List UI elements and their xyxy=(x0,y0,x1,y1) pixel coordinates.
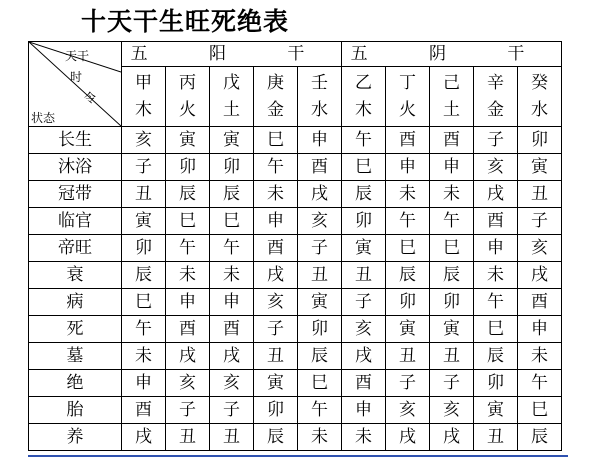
branch-cell: 丑 xyxy=(254,343,298,370)
branch-cell: 巳 xyxy=(254,127,298,154)
stage-row xyxy=(29,424,562,451)
branch-cell: 辰 xyxy=(166,181,210,208)
stem-header-cell xyxy=(430,67,474,127)
branch-cell: 申 xyxy=(474,235,518,262)
branch-cell: 午 xyxy=(386,208,430,235)
branch-cell: 丑 xyxy=(122,181,166,208)
branch-cell: 丑 xyxy=(298,262,342,289)
stem-element-label: 金 xyxy=(487,99,504,120)
stage-row xyxy=(29,154,562,181)
stem-element-label: 土 xyxy=(443,99,460,120)
stage-rows xyxy=(29,127,562,451)
corner-label-ling: 令 xyxy=(84,91,97,105)
branch-cell: 午 xyxy=(122,316,166,343)
branch-cell: 辰 xyxy=(254,424,298,451)
branch-cell: 辰 xyxy=(122,262,166,289)
branch-cell: 子 xyxy=(166,397,210,424)
stage-label: 长生 xyxy=(29,127,122,154)
branch-cell: 辰 xyxy=(474,343,518,370)
stem-element-label: 水 xyxy=(311,99,328,120)
stage-label: 绝 xyxy=(29,370,122,397)
yin-stems-group-header: 五 阴 干 xyxy=(342,42,562,67)
branch-cell: 午 xyxy=(474,289,518,316)
branch-cell: 未 xyxy=(166,262,210,289)
branch-cell: 酉 xyxy=(518,289,562,316)
stem-label: 己 xyxy=(443,72,460,93)
branch-cell: 寅 xyxy=(342,235,386,262)
stem-label: 乙 xyxy=(355,72,372,93)
branch-cell: 午 xyxy=(166,235,210,262)
branch-cell: 午 xyxy=(342,127,386,154)
branch-cell: 亥 xyxy=(342,316,386,343)
stem-header-cell xyxy=(474,67,518,127)
branch-cell: 巳 xyxy=(122,289,166,316)
stage-label: 死 xyxy=(29,316,122,343)
branch-cell: 亥 xyxy=(430,397,474,424)
branch-cell: 子 xyxy=(386,370,430,397)
branch-cell: 戌 xyxy=(474,181,518,208)
branch-cell: 午 xyxy=(298,397,342,424)
branch-cell: 亥 xyxy=(210,370,254,397)
branch-cell: 辰 xyxy=(298,343,342,370)
stem-element-label: 火 xyxy=(399,99,416,120)
stem-label: 甲 xyxy=(135,72,152,93)
branch-cell: 申 xyxy=(298,127,342,154)
stem-element-label: 金 xyxy=(267,99,284,120)
branch-cell: 巳 xyxy=(518,397,562,424)
branch-cell: 戌 xyxy=(254,262,298,289)
stem-label: 辛 xyxy=(487,72,504,93)
stage-row xyxy=(29,289,562,316)
branch-cell: 戌 xyxy=(122,424,166,451)
branch-cell: 寅 xyxy=(518,154,562,181)
branch-cell: 寅 xyxy=(122,208,166,235)
branch-cell: 戌 xyxy=(166,343,210,370)
branch-cell: 寅 xyxy=(386,316,430,343)
branch-cell: 卯 xyxy=(474,370,518,397)
stem-header-cell xyxy=(298,67,342,127)
branch-cell: 子 xyxy=(518,208,562,235)
branch-cell: 卯 xyxy=(122,235,166,262)
branch-cell: 戌 xyxy=(342,343,386,370)
branch-cell: 子 xyxy=(342,289,386,316)
branch-cell: 寅 xyxy=(166,127,210,154)
stem-label: 戊 xyxy=(223,72,240,93)
stage-row xyxy=(29,262,562,289)
branch-cell: 酉 xyxy=(254,235,298,262)
branch-cell: 酉 xyxy=(210,316,254,343)
branch-cell: 巳 xyxy=(386,235,430,262)
branch-cell: 酉 xyxy=(122,397,166,424)
branch-cell: 未 xyxy=(122,343,166,370)
stem-label: 丁 xyxy=(399,72,416,93)
branch-cell: 辰 xyxy=(210,181,254,208)
branch-cell: 辰 xyxy=(386,262,430,289)
branch-cell: 丑 xyxy=(342,262,386,289)
branch-cell: 丑 xyxy=(518,181,562,208)
stage-row xyxy=(29,181,562,208)
branch-cell: 申 xyxy=(210,289,254,316)
stage-row xyxy=(29,343,562,370)
branch-cell: 申 xyxy=(254,208,298,235)
stage-label: 帝旺 xyxy=(29,235,122,262)
stem-element-label: 木 xyxy=(355,99,372,120)
branch-cell: 寅 xyxy=(298,289,342,316)
branch-cell: 戌 xyxy=(430,424,474,451)
branch-cell: 巳 xyxy=(210,208,254,235)
branch-cell: 子 xyxy=(474,127,518,154)
stem-header-cell xyxy=(210,67,254,127)
stage-label: 病 xyxy=(29,289,122,316)
branch-cell: 巳 xyxy=(430,235,474,262)
branch-cell: 寅 xyxy=(210,127,254,154)
branch-cell: 卯 xyxy=(342,208,386,235)
stem-element-label: 水 xyxy=(531,99,548,120)
branch-cell: 丑 xyxy=(386,343,430,370)
twelve-stages-table xyxy=(28,41,562,451)
stem-header-cell xyxy=(342,67,386,127)
branch-cell: 卯 xyxy=(386,289,430,316)
branch-cell: 寅 xyxy=(430,316,474,343)
corner-label-shi: 时 xyxy=(70,70,83,84)
stage-row xyxy=(29,397,562,424)
branch-cell: 巳 xyxy=(166,208,210,235)
branch-cell: 寅 xyxy=(474,397,518,424)
branch-cell: 子 xyxy=(122,154,166,181)
branch-cell: 辰 xyxy=(430,262,474,289)
stage-label: 沐浴 xyxy=(29,154,122,181)
branch-cell: 亥 xyxy=(254,289,298,316)
stage-label: 墓 xyxy=(29,343,122,370)
branch-cell: 子 xyxy=(254,316,298,343)
branch-cell: 亥 xyxy=(518,235,562,262)
stem-label: 壬 xyxy=(311,72,328,93)
branch-cell: 辰 xyxy=(342,181,386,208)
branch-cell: 未 xyxy=(210,262,254,289)
stem-header-cell xyxy=(518,67,562,127)
stage-label: 衰 xyxy=(29,262,122,289)
branch-cell: 卯 xyxy=(166,154,210,181)
branch-cell: 亥 xyxy=(298,208,342,235)
branch-cell: 戌 xyxy=(518,262,562,289)
branch-cell: 未 xyxy=(474,262,518,289)
branch-cell: 子 xyxy=(430,370,474,397)
stage-label: 临官 xyxy=(29,208,122,235)
stem-header-cell xyxy=(386,67,430,127)
branch-cell: 戌 xyxy=(298,181,342,208)
branch-cell: 子 xyxy=(298,235,342,262)
branch-cell: 午 xyxy=(210,235,254,262)
branch-cell: 卯 xyxy=(518,127,562,154)
branch-cell: 辰 xyxy=(518,424,562,451)
stem-header-cell xyxy=(166,67,210,127)
branch-cell: 未 xyxy=(342,424,386,451)
stage-label: 养 xyxy=(29,424,122,451)
stage-row xyxy=(29,370,562,397)
branch-cell: 申 xyxy=(518,316,562,343)
branch-cell: 亥 xyxy=(474,154,518,181)
stage-row xyxy=(29,208,562,235)
stem-element-label: 火 xyxy=(179,99,196,120)
branch-cell: 丑 xyxy=(474,424,518,451)
stem-header-cell xyxy=(254,67,298,127)
stage-label: 胎 xyxy=(29,397,122,424)
corner-label-zhuangtai: 状态 xyxy=(31,111,56,125)
stem-label: 丙 xyxy=(179,72,196,93)
branch-cell: 申 xyxy=(430,154,474,181)
stage-row xyxy=(29,127,562,154)
branch-cell: 卯 xyxy=(430,289,474,316)
branch-cell: 寅 xyxy=(254,370,298,397)
page-title: 十天干生旺死绝表 xyxy=(80,7,289,36)
branch-cell: 丑 xyxy=(430,343,474,370)
branch-cell: 巳 xyxy=(342,154,386,181)
branch-cell: 申 xyxy=(122,370,166,397)
stem-label: 庚 xyxy=(267,72,284,93)
stage-row xyxy=(29,235,562,262)
stage-row xyxy=(29,316,562,343)
bottom-rule xyxy=(28,455,568,457)
branch-cell: 申 xyxy=(342,397,386,424)
stem-element-label: 木 xyxy=(135,99,152,120)
branch-cell: 酉 xyxy=(386,127,430,154)
branch-cell: 卯 xyxy=(254,397,298,424)
branch-cell: 亥 xyxy=(386,397,430,424)
branch-cell: 酉 xyxy=(298,154,342,181)
branch-cell: 酉 xyxy=(474,208,518,235)
branch-cell: 未 xyxy=(430,181,474,208)
branch-cell: 戌 xyxy=(210,343,254,370)
branch-cell: 戌 xyxy=(386,424,430,451)
branch-cell: 巳 xyxy=(298,370,342,397)
branch-cell: 申 xyxy=(166,289,210,316)
corner-header-cell xyxy=(29,42,122,127)
branch-cell: 未 xyxy=(518,343,562,370)
branch-cell: 丑 xyxy=(210,424,254,451)
branch-cell: 亥 xyxy=(166,370,210,397)
branch-cell: 午 xyxy=(430,208,474,235)
branch-cell: 酉 xyxy=(430,127,474,154)
branch-cell: 酉 xyxy=(342,370,386,397)
branch-cell: 未 xyxy=(254,181,298,208)
branch-cell: 午 xyxy=(518,370,562,397)
stem-element-label: 土 xyxy=(223,99,240,120)
stem-header-cell xyxy=(122,67,166,127)
branch-cell: 未 xyxy=(298,424,342,451)
branch-cell: 亥 xyxy=(122,127,166,154)
stage-label: 冠带 xyxy=(29,181,122,208)
branch-cell: 午 xyxy=(254,154,298,181)
branch-cell: 巳 xyxy=(474,316,518,343)
branch-cell: 未 xyxy=(386,181,430,208)
yang-stems-group-header: 五 阳 干 xyxy=(122,42,342,67)
stem-label: 癸 xyxy=(531,72,548,93)
branch-cell: 子 xyxy=(210,397,254,424)
branch-cell: 申 xyxy=(386,154,430,181)
branch-cell: 卯 xyxy=(210,154,254,181)
branch-cell: 卯 xyxy=(298,316,342,343)
branch-cell: 丑 xyxy=(166,424,210,451)
branch-cell: 酉 xyxy=(166,316,210,343)
corner-label-tiangan: 天干 xyxy=(65,49,90,63)
